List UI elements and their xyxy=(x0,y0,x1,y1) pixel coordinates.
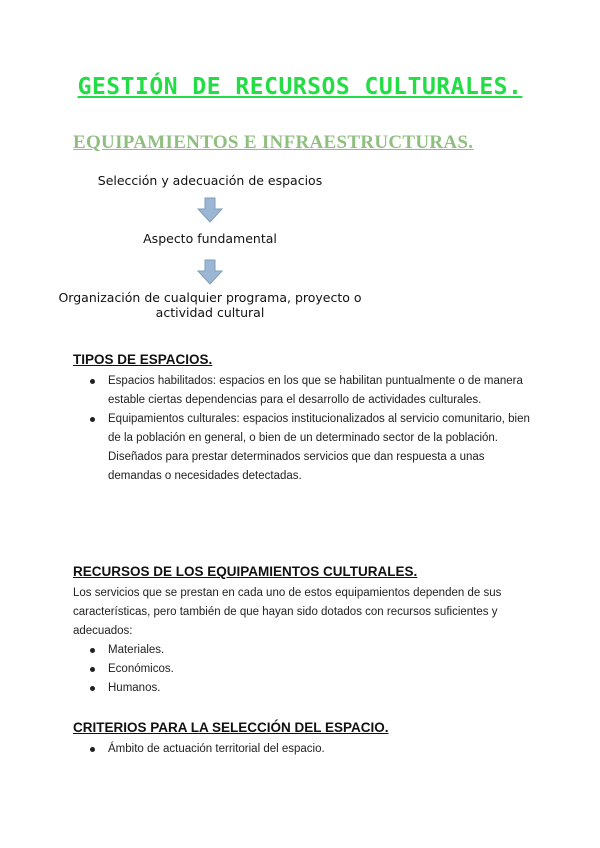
flow-step-1: Selección y adecuación de espacios xyxy=(97,173,323,188)
list-tipos-espacios xyxy=(73,372,533,486)
down-arrow-icon xyxy=(197,259,223,285)
down-arrow-icon xyxy=(197,197,223,223)
list-item: Económicos. xyxy=(73,660,533,679)
list-criterios xyxy=(73,740,533,759)
flow-step-3-line-1: Organización de cualquier programa, proyecto o xyxy=(58,290,362,305)
heading-recursos: RECURSOS DE LOS EQUIPAMIENTOS CULTURALES. xyxy=(73,564,418,579)
section-subtitle: EQUIPAMIENTOS E INFRAESTRUCTURAS. xyxy=(73,132,474,153)
paragraph-recursos: Los servicios que se prestan en cada uno de estos equipamientos dependen de sus características, pero también de que hayan sido dotados con recursos suficientes y adecuados: xyxy=(73,587,502,637)
heading-tipos-espacios: TIPOS DE ESPACIOS. xyxy=(73,352,213,367)
list-recursos xyxy=(73,641,533,698)
heading-criterios: CRITERIOS PARA LA SELECCIÓN DEL ESPACIO. xyxy=(73,720,389,735)
list-item: Ámbito de actuación territorial del espacio. xyxy=(73,740,533,759)
document-title: GESTIÓN DE RECURSOS CULTURALES. xyxy=(77,74,523,100)
list-item: Equipamientos culturales: espacios institucionalizados al servicio comunitario, bien de la población en general, o bien de un determinado sector de la población. Diseñados para prestar determinados servicios que dan respuesta a unas demandas o necesidades detectadas. xyxy=(73,410,533,486)
list-item: Humanos. xyxy=(73,679,533,698)
list-item: Materiales. xyxy=(73,641,533,660)
flow-step-3 xyxy=(0,290,420,320)
flow-step-3-line-2: actividad cultural xyxy=(155,305,265,320)
flow-step-2: Aspecto fundamental xyxy=(143,231,277,246)
list-item: Espacios habilitados: espacios en los que se habilitan puntualmente o de manera estable ciertas dependencias para el desarrollo de actividades culturales. xyxy=(73,372,533,410)
